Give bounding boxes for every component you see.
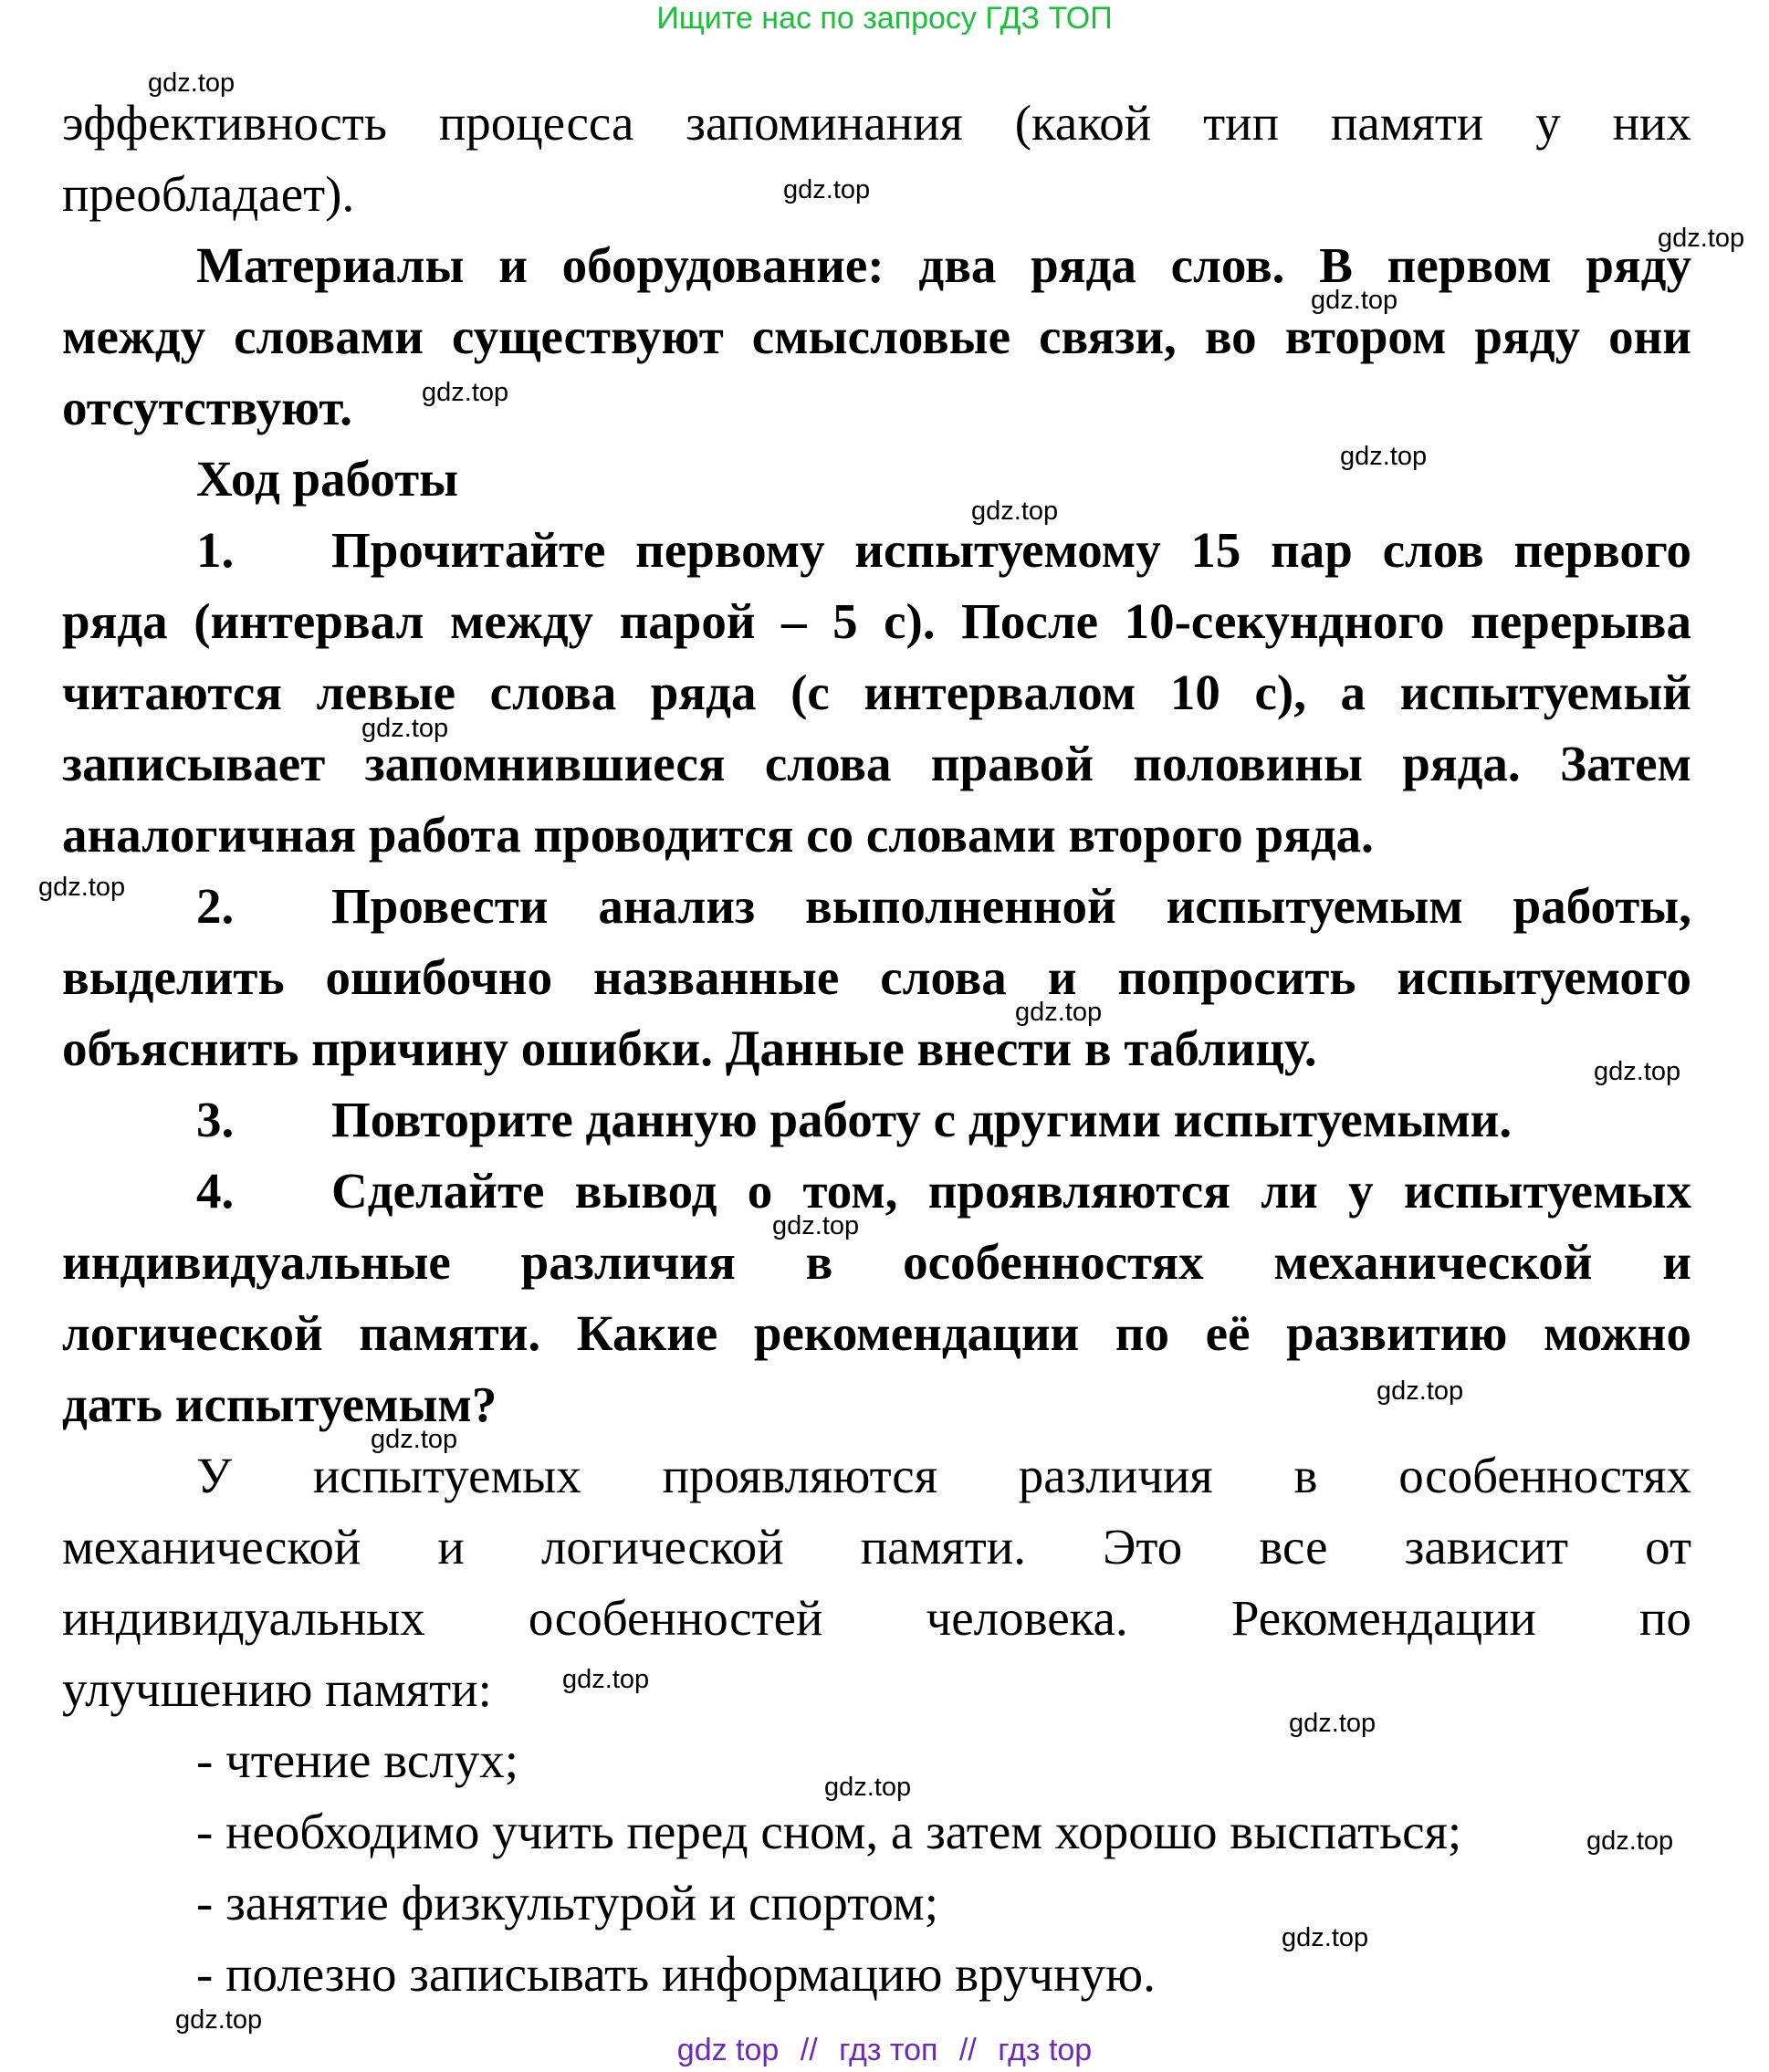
watermark: gdz.top	[1289, 1709, 1376, 1738]
step-1-line-5: аналогичная работа проводится со словами второго ряда.	[62, 807, 1374, 863]
step-4-line-3: логической памяти. Какие рекомендации по её развитию можно	[62, 1305, 1691, 1361]
watermark: gdz.top	[1658, 224, 1745, 253]
watermark: gdz.top	[38, 873, 126, 902]
watermark: gdz.top	[772, 1211, 860, 1240]
footer-link-gdz-top-ru[interactable]: гдз топ	[839, 2033, 938, 2067]
answer-line-4: улучшению памяти:	[62, 1661, 492, 1717]
step-1-line-2: ряда (интервал между парой – 5 с). После 10-секундного перерыва	[62, 593, 1691, 649]
search-banner[interactable]	[0, 0, 1769, 37]
step-3-first-line	[196, 1084, 1691, 1156]
watermark: gdz.top	[422, 378, 509, 407]
step-2-line-2: выделить ошибочно названные слова и попросить испытуемого	[62, 949, 1691, 1005]
materials-line-1: Материалы и оборудование: два ряда слов. В первом ряду	[196, 237, 1691, 293]
watermark: gdz.top	[783, 175, 871, 204]
watermark: gdz.top	[824, 1773, 912, 1802]
footer-links	[0, 2032, 1769, 2068]
watermark: gdz.top	[361, 714, 449, 743]
step-2-number: 2.	[196, 878, 235, 934]
watermark: gdz.top	[562, 1665, 650, 1694]
step-1-first-line	[196, 515, 1691, 586]
step-2-line-3: объяснить причину ошибки. Данные внести в таблицу.	[62, 1020, 1317, 1076]
footer-separator: //	[958, 2033, 977, 2067]
watermark: gdz.top	[1340, 442, 1428, 471]
step-3-number: 3.	[196, 1092, 235, 1147]
watermark: gdz.top	[1376, 1376, 1464, 1406]
watermark: gdz.top	[1594, 1057, 1681, 1086]
watermark: gdz.top	[1311, 286, 1398, 315]
step-3-line-1: Повторите данную работу с другими испытуемыми.	[331, 1092, 1513, 1147]
step-2-first-line	[196, 871, 1691, 942]
step-2-line-1: Провести анализ выполненной испытуемым работы,	[331, 878, 1691, 934]
watermark: gdz.top	[971, 497, 1059, 526]
watermark: gdz.top	[175, 2005, 263, 2035]
step-4-line-4: дать испытуемым?	[62, 1376, 497, 1432]
step-4-line-2: индивидуальные различия в особенностях механической и	[62, 1234, 1691, 1290]
answer-line-3: индивидуальных особенностей человека. Рекомендации по	[62, 1590, 1691, 1646]
step-4-line-1: Сделайте вывод о том, проявляются ли у испытуемых	[331, 1163, 1691, 1219]
answer-line-2: механической и логической памяти. Это все зависит от	[62, 1519, 1691, 1575]
watermark: gdz.top	[1282, 1923, 1369, 1952]
step-1-line-4: записывает запомнившиеся слова правой половины ряда. Затем	[62, 736, 1691, 791]
answer-line-1: У испытуемых проявляются различия в особенностях	[196, 1448, 1691, 1503]
step-1-line-1: Прочитайте первому испытуемому 15 пар слов первого	[331, 522, 1691, 578]
procedure-title: Ход работы	[196, 451, 459, 507]
materials-line-3: отсутствуют.	[62, 380, 353, 435]
recommendation-item: - полезно записывать информацию вручную.	[196, 1946, 1156, 2002]
watermark: gdz.top	[371, 1425, 458, 1454]
watermark: gdz.top	[148, 68, 236, 98]
materials-line-2: между словами существуют смысловые связи, во втором ряду они	[62, 309, 1691, 364]
recommendation-item: - занятие физкультурой и спортом;	[196, 1875, 938, 1931]
search-banner-text: Ищите нас по запросу ГДЗ ТОП	[656, 1, 1113, 36]
intro-line-2: преобладает).	[62, 166, 355, 222]
intro-line-1: эффективность процесса запоминания (какой тип памяти у них	[62, 95, 1691, 151]
watermark: gdz.top	[1015, 998, 1103, 1027]
footer-link-gdz-top[interactable]: gdz top	[676, 2033, 780, 2067]
step-4-number: 4.	[196, 1163, 235, 1219]
step-4-first-line	[196, 1156, 1691, 1227]
step-1-number: 1.	[196, 522, 235, 578]
footer-separator: //	[800, 2033, 818, 2067]
recommendation-item: - чтение вслух;	[196, 1732, 518, 1788]
step-1-line-3: читаются левые слова ряда (с интервалом 10 с), а испытуемый	[62, 665, 1691, 720]
watermark: gdz.top	[1586, 1826, 1674, 1856]
footer-link-gdz-top-mixed[interactable]: гдз top	[998, 2033, 1093, 2067]
recommendation-item: - необходимо учить перед сном, а затем хорошо выспаться;	[196, 1804, 1462, 1859]
